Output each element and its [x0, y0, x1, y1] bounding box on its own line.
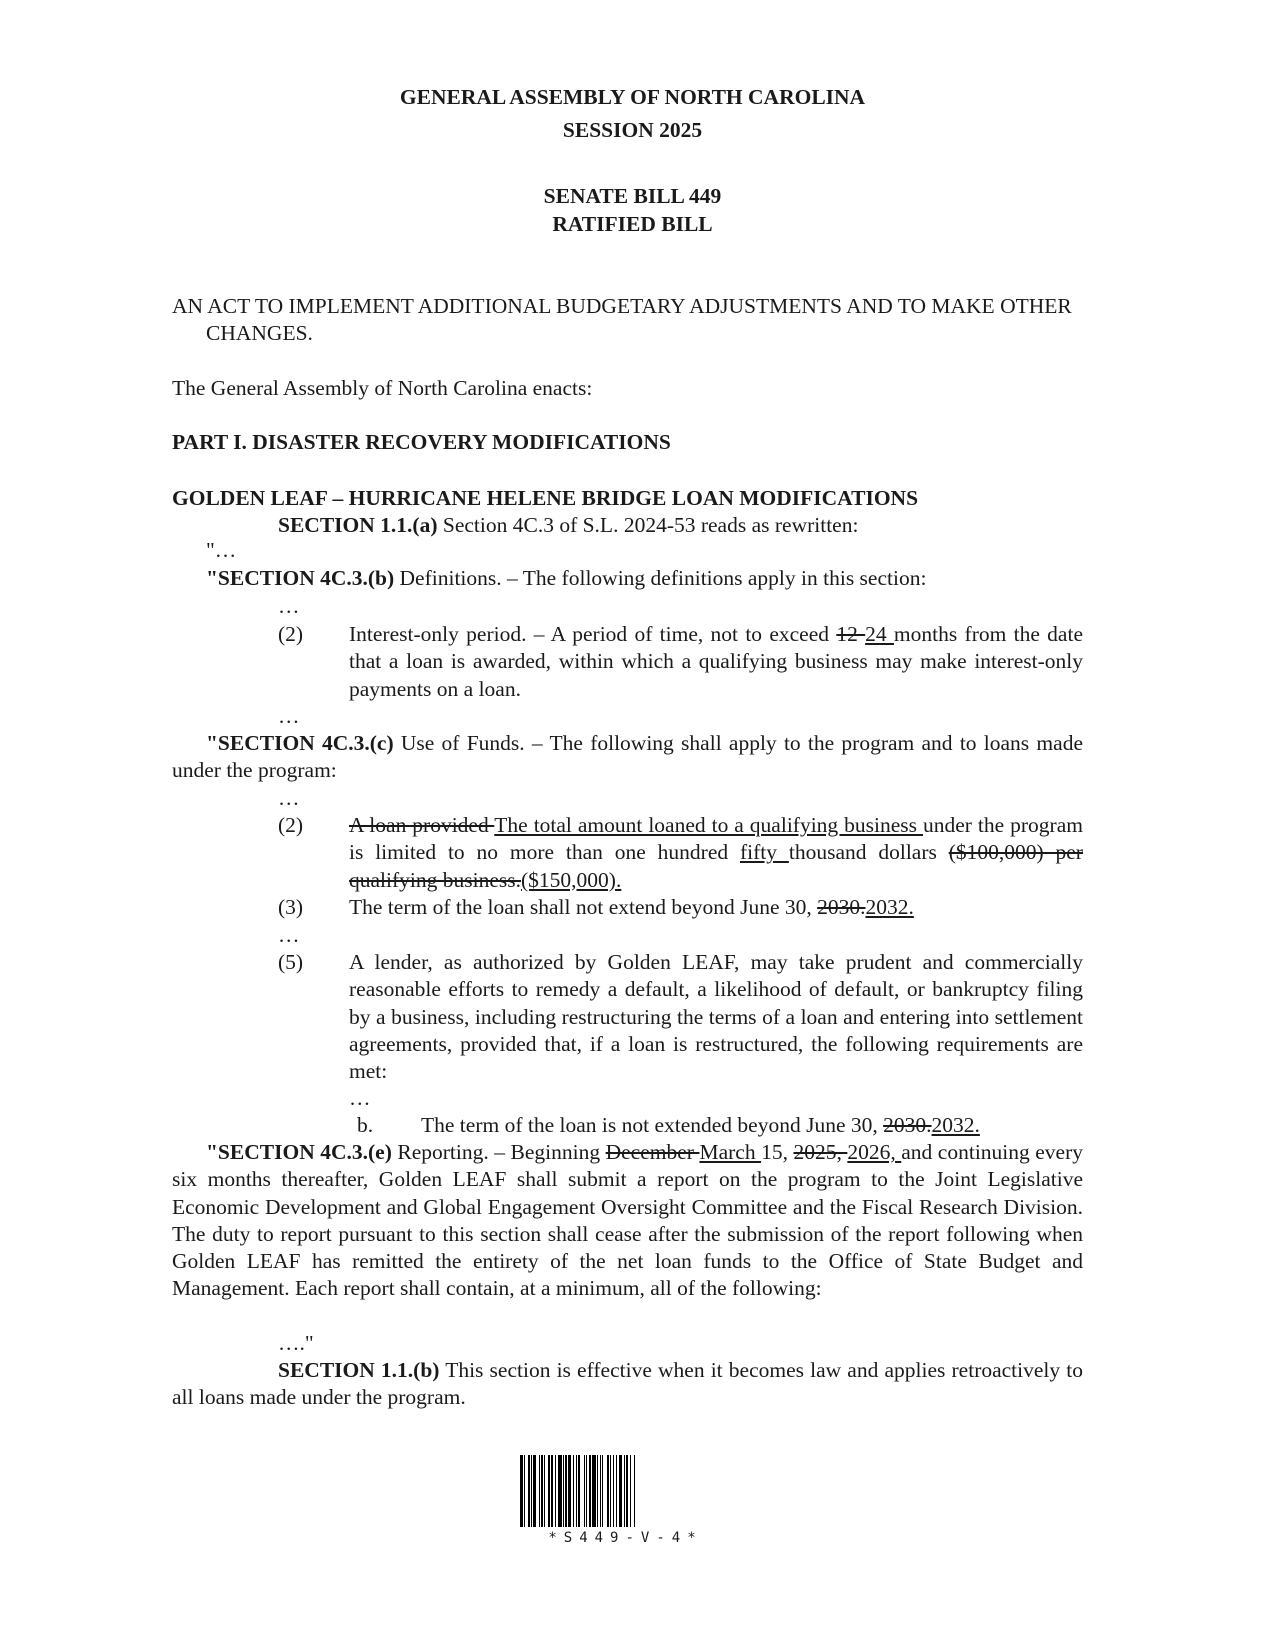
- section-4c3-e: [172, 1139, 1083, 1303]
- deleted-text: ($100,000) per qualifying business.: [349, 840, 1083, 892]
- inserted-text: ($150,000).: [521, 867, 622, 892]
- ellipsis: …: [278, 923, 300, 947]
- item-number: (3): [278, 895, 304, 919]
- item-number: b.: [357, 1113, 374, 1137]
- item-number: (5): [278, 950, 304, 974]
- inserted-text: 2032.: [865, 895, 914, 919]
- section-text: Use of Funds. – The following shall apply to the program and to loans made under the program:: [172, 731, 1083, 783]
- ellipsis: …: [349, 1086, 371, 1110]
- session-heading: SESSION 2025: [562, 118, 703, 142]
- barcode: [520, 1455, 732, 1527]
- section-label: SECTION 1.1.(a): [278, 513, 438, 537]
- bill-number: SENATE BILL 449: [543, 184, 722, 208]
- barcode-bar: [635, 1455, 637, 1527]
- text: Reporting. – Beginning: [391, 1140, 606, 1164]
- ellipsis: ….": [278, 1331, 314, 1355]
- inserted-text: 24: [865, 622, 894, 646]
- act-title: AN ACT TO IMPLEMENT ADDITIONAL BUDGETARY ADJUSTMENTS AND TO MAKE OTHER CHANGES.: [172, 294, 1072, 346]
- enacting-clause: The General Assembly of North Carolina enacts:: [172, 376, 593, 400]
- section-text: Section 4C.3 of S.L. 2024-53 reads as rewritten:: [437, 513, 859, 537]
- deleted-text: 2025,: [793, 1140, 848, 1164]
- subitem-b: [357, 1112, 1083, 1139]
- section-label: "SECTION 4C.3.(b): [206, 566, 395, 590]
- item-number: (2): [278, 813, 304, 837]
- section-1-1-a: [278, 512, 858, 539]
- definition-item-2: [278, 621, 1083, 703]
- deleted-text: 12: [836, 622, 866, 646]
- text: under the program is limited to no more than one hundred: [349, 813, 1083, 865]
- section-label: "SECTION 4C.3.(e): [206, 1140, 392, 1164]
- section-label: "SECTION 4C.3.(c): [206, 731, 394, 755]
- ellipsis: "…: [206, 538, 237, 562]
- ellipsis: …: [278, 786, 300, 810]
- ellipsis: …: [278, 594, 300, 618]
- inserted-text: 2032.: [931, 1113, 980, 1137]
- text: thousand dollars: [788, 840, 949, 865]
- section-heading: GOLDEN LEAF – HURRICANE HELENE BRIDGE LOAN MODIFICATIONS: [172, 486, 919, 510]
- funds-item-5: [278, 949, 1083, 1085]
- inserted-text: March: [699, 1140, 762, 1164]
- section-4c3-c: [172, 730, 1083, 785]
- deleted-text: 2030.: [817, 895, 866, 919]
- inserted-text: fifty: [739, 840, 789, 865]
- section-1-1-b: [172, 1357, 1083, 1412]
- text: 15,: [761, 1140, 794, 1164]
- text: months from the date that a loan is awarded, within which a qualifying business may make interest-only payments on a loan.: [349, 622, 1083, 701]
- text: The term of the loan is not extended beyond June 30,: [421, 1113, 884, 1137]
- text: The term of the loan shall not extend beyond June 30,: [349, 895, 818, 919]
- inserted-text: 2026,: [847, 1140, 902, 1164]
- section-4c3-b: [206, 565, 926, 592]
- item-number: (2): [278, 622, 304, 646]
- barcode-label: *S449-V-4*: [548, 1530, 703, 1546]
- text: Interest-only period. – A period of time, not to exceed: [349, 622, 837, 646]
- funds-item-3: [278, 894, 1083, 921]
- section-text: This section is effective when it becomes law and applies retroactively to all loans made under the program.: [172, 1358, 1084, 1410]
- section-text: Definitions. – The following definitions apply in this section:: [394, 566, 927, 590]
- deleted-text: 2030.: [883, 1113, 932, 1137]
- section-label: SECTION 1.1.(b): [278, 1358, 440, 1382]
- deleted-text: A loan provided: [349, 813, 495, 837]
- funds-item-2: [278, 812, 1083, 894]
- assembly-heading: GENERAL ASSEMBLY OF NORTH CAROLINA: [399, 85, 866, 109]
- inserted-text: The total amount loaned to a qualifying business: [494, 813, 923, 837]
- bill-status: RATIFIED BILL: [552, 212, 713, 236]
- deleted-text: December: [605, 1140, 700, 1164]
- part-heading: PART I. DISASTER RECOVERY MODIFICATIONS: [172, 430, 671, 454]
- text: A lender, as authorized by Golden LEAF, may take prudent and commercially reasonable efforts to remedy a default, a likelihood of default, or bankruptcy filing by a business, including restructuring the terms of a loan and entering into settlement agreements, provided that, if a loan is restructured, the following requirements are met:: [349, 950, 1083, 1084]
- text: and continuing every six months thereafter, Golden LEAF shall submit a report on the program to the Joint Legislative Economic Development and Global Engagement Oversight Committee and the Fiscal Research Division. The duty to report pursuant to this section shall cease after the submission of the report following when Golden LEAF has remitted the entirety of the net loan funds to the Office of State Budget and Management. Each report shall contain, at a minimum, all of the following:: [172, 1140, 1084, 1301]
- ellipsis: …: [278, 704, 300, 728]
